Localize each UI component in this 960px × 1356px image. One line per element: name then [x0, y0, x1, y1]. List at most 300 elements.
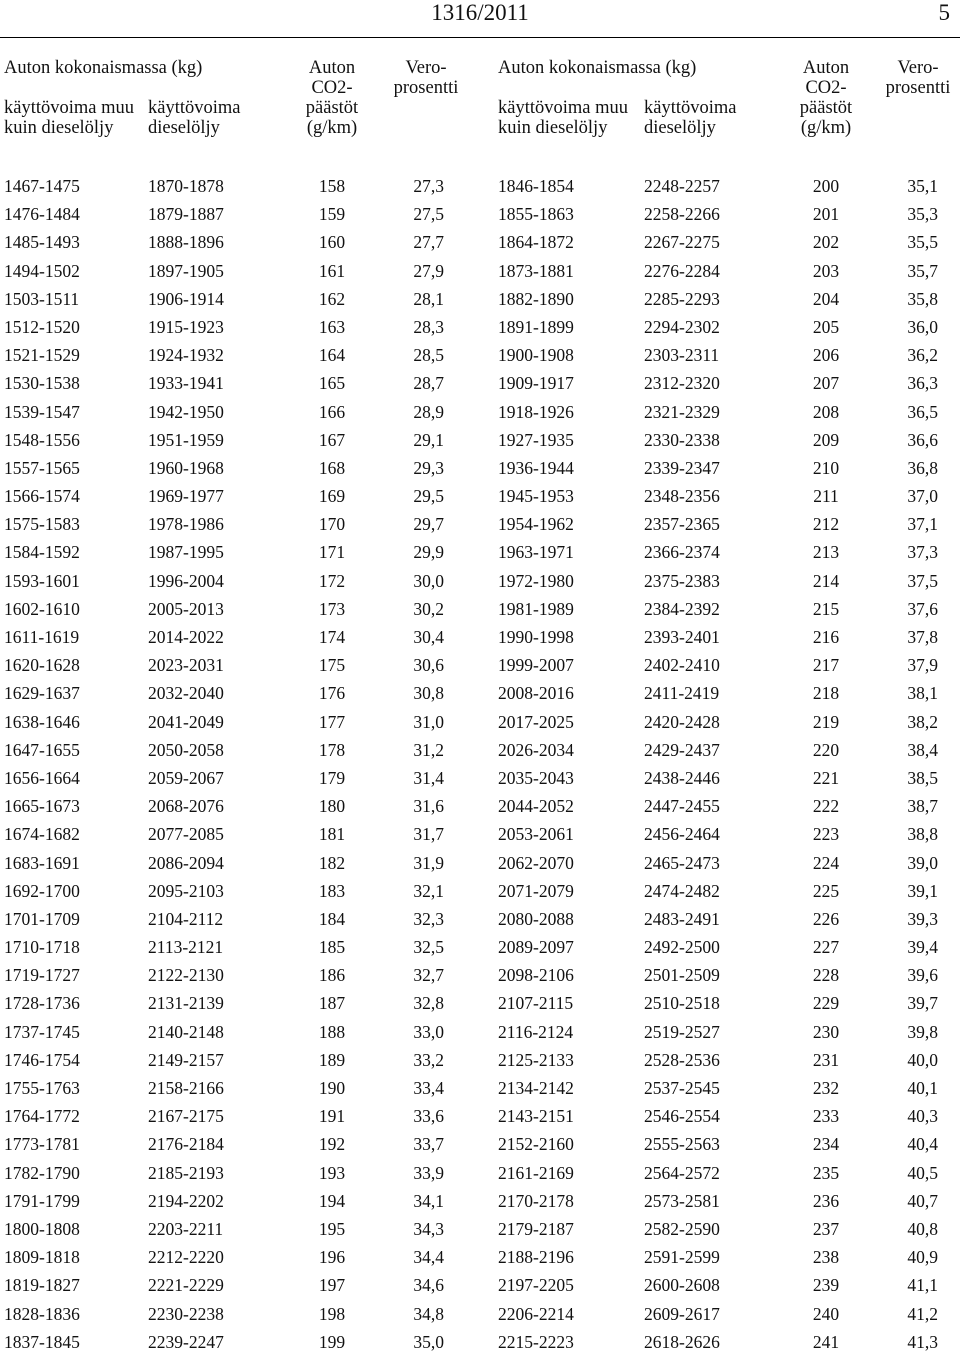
mass-other-cell: 2125-2133: [498, 1049, 574, 1070]
tax-percent-cell: 29,3: [413, 457, 444, 478]
tax-percent-cell: 37,6: [907, 598, 938, 619]
table-row: [496, 792, 960, 820]
table-row: [496, 679, 960, 707]
co2-cell: 203: [812, 260, 840, 281]
mass-other-cell: 1800-1808: [4, 1218, 80, 1239]
mass-diesel-cell: 1915-1923: [148, 316, 224, 337]
table-row: [0, 961, 480, 989]
table-row: [0, 341, 480, 369]
table-row: [0, 1328, 480, 1356]
mass-other-cell: 1629-1637: [4, 683, 80, 704]
mass-other-cell: 1846-1854: [498, 176, 574, 196]
mass-other-cell: 1620-1628: [4, 655, 80, 676]
co2-cell: 180: [318, 796, 346, 817]
tax-percent-cell: 40,4: [907, 1134, 938, 1155]
mass-diesel-cell: 1933-1941: [148, 373, 224, 394]
column-header-tax: Vero-prosentti: [885, 58, 951, 98]
mass-other-cell: 1494-1502: [4, 260, 80, 281]
co2-cell: 230: [812, 1021, 840, 1042]
table-row: [496, 1074, 960, 1102]
tax-percent-cell: 40,1: [907, 1078, 938, 1098]
mass-other-cell: 1647-1655: [4, 739, 80, 760]
mass-diesel-cell: 2276-2284: [644, 260, 720, 281]
mass-diesel-cell: 2402-2410: [644, 655, 720, 676]
table-header: [0, 52, 480, 168]
co2-cell: 228: [812, 965, 840, 986]
table-row: [496, 1018, 960, 1046]
co2-cell: 216: [812, 627, 840, 647]
table-row: [0, 1130, 480, 1158]
mass-diesel-cell: 2339-2347: [644, 457, 720, 478]
mass-other-cell: 1954-1962: [498, 514, 574, 535]
table-row: [0, 1215, 480, 1243]
mass-diesel-cell: 1888-1896: [148, 232, 224, 253]
table-row: [0, 172, 480, 200]
mass-other-cell: 2098-2106: [498, 965, 574, 986]
table-row: [0, 285, 480, 313]
mass-other-cell: 1782-1790: [4, 1162, 80, 1183]
tax-percent-cell: 39,4: [907, 937, 938, 958]
co2-cell: 232: [812, 1078, 840, 1098]
co2-cell: 213: [812, 542, 840, 563]
mass-other-cell: 1584-1592: [4, 542, 80, 563]
mass-other-cell: 1557-1565: [4, 457, 80, 478]
mass-other-cell: 1674-1682: [4, 824, 80, 845]
tax-percent-cell: 33,6: [413, 1106, 444, 1127]
mass-diesel-cell: 2095-2103: [148, 880, 224, 901]
tax-percent-cell: 39,8: [907, 1021, 938, 1042]
mass-diesel-cell: 2068-2076: [148, 796, 224, 817]
table-row: [0, 313, 480, 341]
mass-other-cell: 1882-1890: [498, 288, 574, 309]
tax-percent-cell: 34,4: [413, 1247, 444, 1268]
co2-cell: 196: [318, 1247, 346, 1268]
mass-other-cell: 1873-1881: [498, 260, 574, 281]
tax-percent-cell: 35,3: [907, 204, 938, 225]
mass-diesel-cell: 2258-2266: [644, 204, 720, 225]
table-row: [0, 623, 480, 651]
mass-other-cell: 1972-1980: [498, 570, 574, 591]
table-row: [496, 1243, 960, 1271]
mass-diesel-cell: 2158-2166: [148, 1078, 224, 1098]
co2-cell: 206: [812, 345, 840, 366]
mass-other-cell: 1611-1619: [4, 627, 80, 647]
mass-diesel-cell: 2176-2184: [148, 1134, 224, 1155]
mass-diesel-cell: 2005-2013: [148, 598, 224, 619]
table-row: [0, 567, 480, 595]
mass-other-cell: 2134-2142: [498, 1078, 574, 1098]
co2-cell: 237: [812, 1218, 840, 1239]
co2-cell: 239: [812, 1275, 840, 1296]
mass-diesel-cell: 2248-2257: [644, 176, 720, 196]
tax-percent-cell: 38,1: [907, 683, 938, 704]
tax-percent-cell: 31,4: [413, 767, 444, 788]
table-row: [0, 792, 480, 820]
tax-percent-cell: 33,7: [413, 1134, 444, 1155]
table-row: [496, 510, 960, 538]
co2-cell: 166: [318, 401, 346, 422]
co2-cell: 167: [318, 429, 346, 450]
co2-cell: 222: [812, 796, 840, 817]
page-header: [0, 0, 960, 30]
tax-percent-cell: 31,9: [413, 852, 444, 873]
tax-percent-cell: 38,2: [907, 711, 938, 732]
tax-percent-cell: 30,8: [413, 683, 444, 704]
tax-percent-cell: 34,8: [413, 1303, 444, 1324]
tax-percent-cell: 40,5: [907, 1162, 938, 1183]
co2-cell: 170: [318, 514, 346, 535]
mass-other-cell: 1467-1475: [4, 176, 80, 196]
table-row: [0, 1074, 480, 1102]
mass-other-cell: 1746-1754: [4, 1049, 80, 1070]
mass-other-cell: 1981-1989: [498, 598, 574, 619]
tax-percent-cell: 40,7: [907, 1190, 938, 1211]
mass-diesel-cell: 2050-2058: [148, 739, 224, 760]
mass-diesel-cell: 2239-2247: [148, 1331, 224, 1352]
mass-other-cell: 2116-2124: [498, 1021, 574, 1042]
table-row: [496, 1328, 960, 1356]
mass-diesel-cell: 2194-2202: [148, 1190, 224, 1211]
co2-cell: 202: [812, 232, 840, 253]
co2-cell: 182: [318, 852, 346, 873]
mass-diesel-cell: 2492-2500: [644, 937, 720, 958]
tax-percent-cell: 34,3: [413, 1218, 444, 1239]
document-id: 1316/2011: [431, 0, 529, 25]
table-row: [0, 510, 480, 538]
co2-cell: 183: [318, 880, 346, 901]
column-header-co2: Auton CO2-päästöt (g/km): [799, 58, 853, 138]
co2-cell: 205: [812, 316, 840, 337]
co2-cell: 192: [318, 1134, 346, 1155]
mass-other-cell: 1485-1493: [4, 232, 80, 253]
table-row: [496, 708, 960, 736]
mass-other-cell: 2152-2160: [498, 1134, 574, 1155]
mass-diesel-cell: 2510-2518: [644, 993, 720, 1014]
mass-diesel-cell: 2447-2455: [644, 796, 720, 817]
tax-percent-cell: 36,6: [907, 429, 938, 450]
table-row: [496, 961, 960, 989]
mass-diesel-cell: 1996-2004: [148, 570, 224, 591]
co2-cell: 231: [812, 1049, 840, 1070]
table-row: [0, 369, 480, 397]
table-row: [0, 1271, 480, 1299]
mass-diesel-cell: 1960-1968: [148, 457, 224, 478]
mass-other-cell: 1990-1998: [498, 627, 574, 647]
co2-cell: 217: [812, 655, 840, 676]
table-row: [0, 736, 480, 764]
tax-percent-cell: 39,6: [907, 965, 938, 986]
table-row: [496, 1130, 960, 1158]
mass-other-cell: 1918-1926: [498, 401, 574, 422]
table-row: [496, 538, 960, 566]
mass-diesel-cell: 1942-1950: [148, 401, 224, 422]
mass-other-cell: 1791-1799: [4, 1190, 80, 1211]
column-header-fuel-diesel: käyttövoima dieselöljy: [644, 98, 737, 138]
mass-diesel-cell: 1897-1905: [148, 260, 224, 281]
mass-diesel-cell: 2023-2031: [148, 655, 224, 676]
co2-cell: 191: [318, 1106, 346, 1127]
tax-percent-cell: 36,2: [907, 345, 938, 366]
tax-percent-cell: 35,7: [907, 260, 938, 281]
mass-other-cell: 1710-1718: [4, 937, 80, 958]
table-row: [0, 426, 480, 454]
tax-percent-cell: 40,9: [907, 1247, 938, 1268]
tax-percent-cell: 30,0: [413, 570, 444, 591]
mass-other-cell: 1837-1845: [4, 1331, 80, 1352]
table-row: [496, 285, 960, 313]
mass-other-cell: 1927-1935: [498, 429, 574, 450]
mass-diesel-cell: 2285-2293: [644, 288, 720, 309]
co2-cell: 190: [318, 1078, 346, 1098]
header-rule: [0, 37, 960, 38]
table-row: [496, 623, 960, 651]
co2-cell: 211: [813, 486, 839, 507]
mass-other-cell: 1566-1574: [4, 486, 80, 507]
mass-other-cell: 2188-2196: [498, 1247, 574, 1268]
table-row: [0, 1187, 480, 1215]
table-row: [0, 482, 480, 510]
mass-other-cell: 1530-1538: [4, 373, 80, 394]
mass-diesel-cell: 2185-2193: [148, 1162, 224, 1183]
page-number: 5: [938, 0, 950, 25]
table-row: [0, 651, 480, 679]
co2-cell: 241: [812, 1331, 840, 1352]
co2-cell: 199: [318, 1331, 346, 1352]
mass-diesel-cell: 2149-2157: [148, 1049, 224, 1070]
tax-percent-cell: 37,1: [907, 514, 938, 535]
mass-other-cell: 2035-2043: [498, 767, 574, 788]
table-body: [0, 172, 480, 1356]
mass-other-cell: 1764-1772: [4, 1106, 80, 1127]
table-row: [0, 398, 480, 426]
table-row: [496, 820, 960, 848]
tax-percent-cell: 37,5: [907, 570, 938, 591]
mass-other-cell: 2179-2187: [498, 1218, 574, 1239]
co2-cell: 219: [812, 711, 840, 732]
table-right: [496, 52, 960, 1352]
mass-other-cell: 2143-2151: [498, 1106, 574, 1127]
mass-other-cell: 2053-2061: [498, 824, 574, 845]
mass-other-cell: 1602-1610: [4, 598, 80, 619]
mass-other-cell: 1737-1745: [4, 1021, 80, 1042]
tax-percent-cell: 32,1: [413, 880, 444, 901]
mass-diesel-cell: 2573-2581: [644, 1190, 720, 1211]
table-row: [0, 454, 480, 482]
mass-other-cell: 1728-1736: [4, 993, 80, 1014]
co2-cell: 168: [318, 457, 346, 478]
tax-percent-cell: 27,7: [413, 232, 444, 253]
table-row: [496, 257, 960, 285]
mass-other-cell: 1773-1781: [4, 1134, 80, 1155]
mass-diesel-cell: 2321-2329: [644, 401, 720, 422]
mass-other-cell: 1692-1700: [4, 880, 80, 901]
tax-percent-cell: 32,8: [413, 993, 444, 1014]
mass-diesel-cell: 2267-2275: [644, 232, 720, 253]
mass-other-cell: 1719-1727: [4, 965, 80, 986]
co2-cell: 178: [318, 739, 346, 760]
mass-diesel-cell: 2591-2599: [644, 1247, 720, 1268]
table-row: [0, 1046, 480, 1074]
co2-cell: 212: [812, 514, 840, 535]
table-row: [0, 820, 480, 848]
mass-diesel-cell: 2014-2022: [148, 627, 224, 647]
co2-cell: 227: [812, 937, 840, 958]
tax-percent-cell: 31,0: [413, 711, 444, 732]
mass-other-cell: 1936-1944: [498, 457, 574, 478]
tax-percent-cell: 36,8: [907, 457, 938, 478]
mass-diesel-cell: 2420-2428: [644, 711, 720, 732]
mass-diesel-cell: 2032-2040: [148, 683, 224, 704]
co2-cell: 160: [318, 232, 346, 253]
table-row: [0, 200, 480, 228]
table-row: [0, 1018, 480, 1046]
tax-percent-cell: 38,7: [907, 796, 938, 817]
co2-cell: 184: [318, 908, 346, 929]
mass-other-cell: 1900-1908: [498, 345, 574, 366]
table-row: [496, 313, 960, 341]
table-row: [496, 426, 960, 454]
tax-percent-cell: 41,1: [907, 1275, 938, 1296]
mass-other-cell: 2161-2169: [498, 1162, 574, 1183]
mass-diesel-cell: 1987-1995: [148, 542, 224, 563]
co2-cell: 221: [812, 767, 840, 788]
tax-percent-cell: 37,8: [907, 627, 938, 647]
mass-other-cell: 2017-2025: [498, 711, 574, 732]
tax-percent-cell: 28,1: [413, 288, 444, 309]
tax-percent-cell: 34,6: [413, 1275, 444, 1296]
co2-cell: 177: [318, 711, 346, 732]
co2-cell: 194: [318, 1190, 346, 1211]
mass-diesel-cell: 2609-2617: [644, 1303, 720, 1324]
mass-diesel-cell: 2546-2554: [644, 1106, 720, 1127]
mass-other-cell: 2080-2088: [498, 908, 574, 929]
tax-percent-cell: 28,3: [413, 316, 444, 337]
mass-other-cell: 1548-1556: [4, 429, 80, 450]
mass-diesel-cell: 2294-2302: [644, 316, 720, 337]
table-row: [496, 1215, 960, 1243]
mass-other-cell: 1755-1763: [4, 1078, 80, 1098]
co2-cell: 240: [812, 1303, 840, 1324]
tax-percent-cell: 36,0: [907, 316, 938, 337]
table-row: [496, 398, 960, 426]
tax-percent-cell: 35,8: [907, 288, 938, 309]
mass-other-cell: 2089-2097: [498, 937, 574, 958]
co2-cell: 188: [318, 1021, 346, 1042]
co2-cell: 169: [318, 486, 346, 507]
mass-diesel-cell: 2375-2383: [644, 570, 720, 591]
mass-diesel-cell: 2555-2563: [644, 1134, 720, 1155]
co2-cell: 214: [812, 570, 840, 591]
mass-diesel-cell: 1969-1977: [148, 486, 224, 507]
column-header-fuel-diesel: käyttövoima dieselöljy: [148, 98, 241, 138]
mass-diesel-cell: 2519-2527: [644, 1021, 720, 1042]
co2-cell: 165: [318, 373, 346, 394]
tax-percent-cell: 35,0: [413, 1331, 444, 1352]
mass-other-cell: 2107-2115: [498, 993, 574, 1014]
table-row: [496, 567, 960, 595]
mass-other-cell: 1638-1646: [4, 711, 80, 732]
co2-cell: 201: [812, 204, 840, 225]
mass-diesel-cell: 2212-2220: [148, 1247, 224, 1268]
column-header-fuel-other: käyttövoima muu kuin dieselöljy: [498, 98, 628, 138]
co2-cell: 175: [318, 655, 346, 676]
mass-other-cell: 1999-2007: [498, 655, 574, 676]
table-row: [0, 679, 480, 707]
table-row: [496, 1187, 960, 1215]
mass-other-cell: 1539-1547: [4, 401, 80, 422]
table-row: [496, 595, 960, 623]
mass-diesel-cell: 2041-2049: [148, 711, 224, 732]
mass-other-cell: 1683-1691: [4, 852, 80, 873]
tax-percent-cell: 29,5: [413, 486, 444, 507]
mass-diesel-cell: 2456-2464: [644, 824, 720, 845]
mass-diesel-cell: 2203-2211: [148, 1218, 224, 1239]
table-row: [496, 369, 960, 397]
table-row: [0, 708, 480, 736]
mass-other-cell: 1503-1511: [4, 288, 80, 309]
tax-percent-cell: 37,3: [907, 542, 938, 563]
mass-other-cell: 2170-2178: [498, 1190, 574, 1211]
mass-diesel-cell: 2312-2320: [644, 373, 720, 394]
co2-cell: 200: [812, 176, 840, 196]
mass-diesel-cell: 1978-1986: [148, 514, 224, 535]
co2-cell: 189: [318, 1049, 346, 1070]
co2-cell: 195: [318, 1218, 346, 1239]
co2-cell: 198: [318, 1303, 346, 1324]
table-row: [0, 1159, 480, 1187]
co2-cell: 207: [812, 373, 840, 394]
mass-diesel-cell: 2122-2130: [148, 965, 224, 986]
mass-diesel-cell: 2131-2139: [148, 993, 224, 1014]
mass-other-cell: 2197-2205: [498, 1275, 574, 1296]
table-row: [496, 905, 960, 933]
tax-percent-cell: 35,1: [907, 176, 938, 196]
co2-cell: 173: [318, 598, 346, 619]
table-row: [496, 933, 960, 961]
mass-diesel-cell: 2348-2356: [644, 486, 720, 507]
mass-other-cell: 1701-1709: [4, 908, 80, 929]
mass-diesel-cell: 1870-1878: [148, 176, 224, 196]
table-row: [496, 341, 960, 369]
co2-cell: 220: [812, 739, 840, 760]
co2-cell: 218: [812, 683, 840, 704]
tax-percent-cell: 37,0: [907, 486, 938, 507]
mass-diesel-cell: 2483-2491: [644, 908, 720, 929]
mass-diesel-cell: 2600-2608: [644, 1275, 720, 1296]
tax-percent-cell: 34,1: [413, 1190, 444, 1211]
mass-diesel-cell: 2384-2392: [644, 598, 720, 619]
co2-cell: 226: [812, 908, 840, 929]
table-row: [496, 736, 960, 764]
tax-percent-cell: 41,3: [907, 1331, 938, 1352]
mass-diesel-cell: 2221-2229: [148, 1275, 224, 1296]
tax-percent-cell: 27,5: [413, 204, 444, 225]
tax-percent-cell: 38,5: [907, 767, 938, 788]
mass-other-cell: 1855-1863: [498, 204, 574, 225]
mass-diesel-cell: 1879-1887: [148, 204, 224, 225]
tax-percent-cell: 32,7: [413, 965, 444, 986]
tax-percent-cell: 41,2: [907, 1303, 938, 1324]
table-row: [496, 482, 960, 510]
table-row: [496, 849, 960, 877]
tax-percent-cell: 40,3: [907, 1106, 938, 1127]
co2-cell: 161: [318, 260, 346, 281]
tax-percent-cell: 38,8: [907, 824, 938, 845]
tax-percent-cell: 31,6: [413, 796, 444, 817]
co2-cell: 204: [812, 288, 840, 309]
table-body: [496, 172, 960, 1356]
mass-other-cell: 2215-2223: [498, 1331, 574, 1352]
